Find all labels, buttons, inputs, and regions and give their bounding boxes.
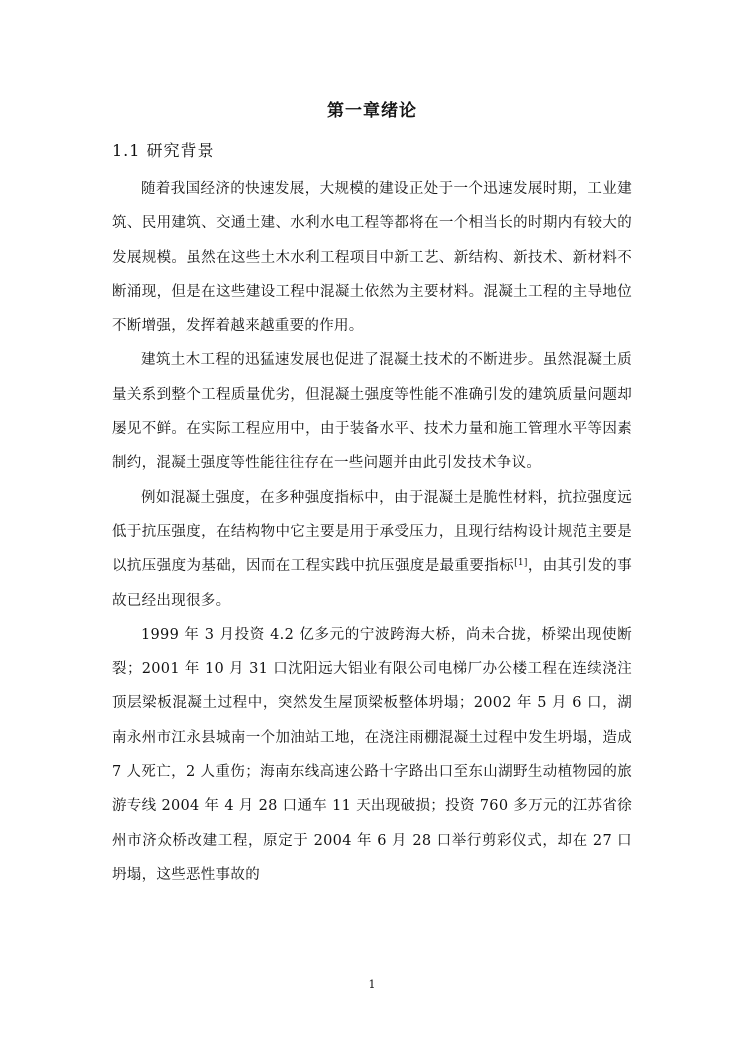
citation-ref: [1] <box>514 558 528 569</box>
paragraph-3-text-before-ref: 例如混凝土强度，在多种强度指标中，由于混凝土是脆性材料，抗拉强度远低于抗压强度，在结构物中它主要是用于承受压力，且现行结构设计规范主要是以抗压强度为基础，因而在工程实践中抗压强度是最重要指标 <box>112 489 632 575</box>
body-text <box>112 172 632 892</box>
paragraph-4: 1999 年 3 月投资 4.2 亿多元的宁波跨海大桥，尚未合拢，桥梁出现使断裂；2001 年 10 月 31 口沈阳远大铝业有限公司电梯厂办公楼工程在连续浇注顶层梁板混凝土过程中，突然发生屋顶梁板整体坍塌；2002 年 5 月 6 口，湖南永州市江永县城南一个加油站工地，在浇注雨棚混凝土过程中发生坍塌，造成 7 人死亡，2 人重伤；海南东线高速公路十字路出口至东山湖野生动植物园的旅游专线 2004 年 4 月 28 口通车 11 天出现破损；投资 760 多万元的江苏省徐州市济众桥改建工程，原定于 2004 年 6 月 28 口举行剪彩仪式，却在 27 口坍塌，这些恶性事故的 <box>112 626 632 883</box>
paragraph-3-text-after-ref: ，由其引发的事故已经出现很多。 <box>112 558 632 609</box>
page-number: 1 <box>368 978 376 991</box>
paragraph-2: 建筑土木工程的迅猛速发展也促进了混凝土技术的不断进步。虽然混凝土质量关系到整个工程质量优劣，但混凝土强度等性能不准确引发的建筑质量问题却屡见不鲜。在实际工程应用中，由于装备水平、技术力量和施工管理水平等因素制约，混凝土强度等性能往往存在一些问题并由此引发技术争议。 <box>112 352 632 472</box>
paragraph-1: 随着我国经济的快速发展，大规模的建设正处于一个迅速发展时期，工业建筑、民用建筑、交通土建、水利水电工程等都将在一个相当长的时期内有较大的发展规模。虽然在这些土木水利工程项目中新工艺、新结构、新技术、新材料不断涌现，但是在这些建设工程中混凝土依然为主要材料。混凝土工程的主导地位不断增强，发挥着越来越重要的作用。 <box>112 181 632 335</box>
section-heading: 1.1 研究背景 <box>112 141 215 160</box>
chapter-title: 第一章绪论 <box>327 101 417 121</box>
paragraph-3 <box>112 481 632 618</box>
